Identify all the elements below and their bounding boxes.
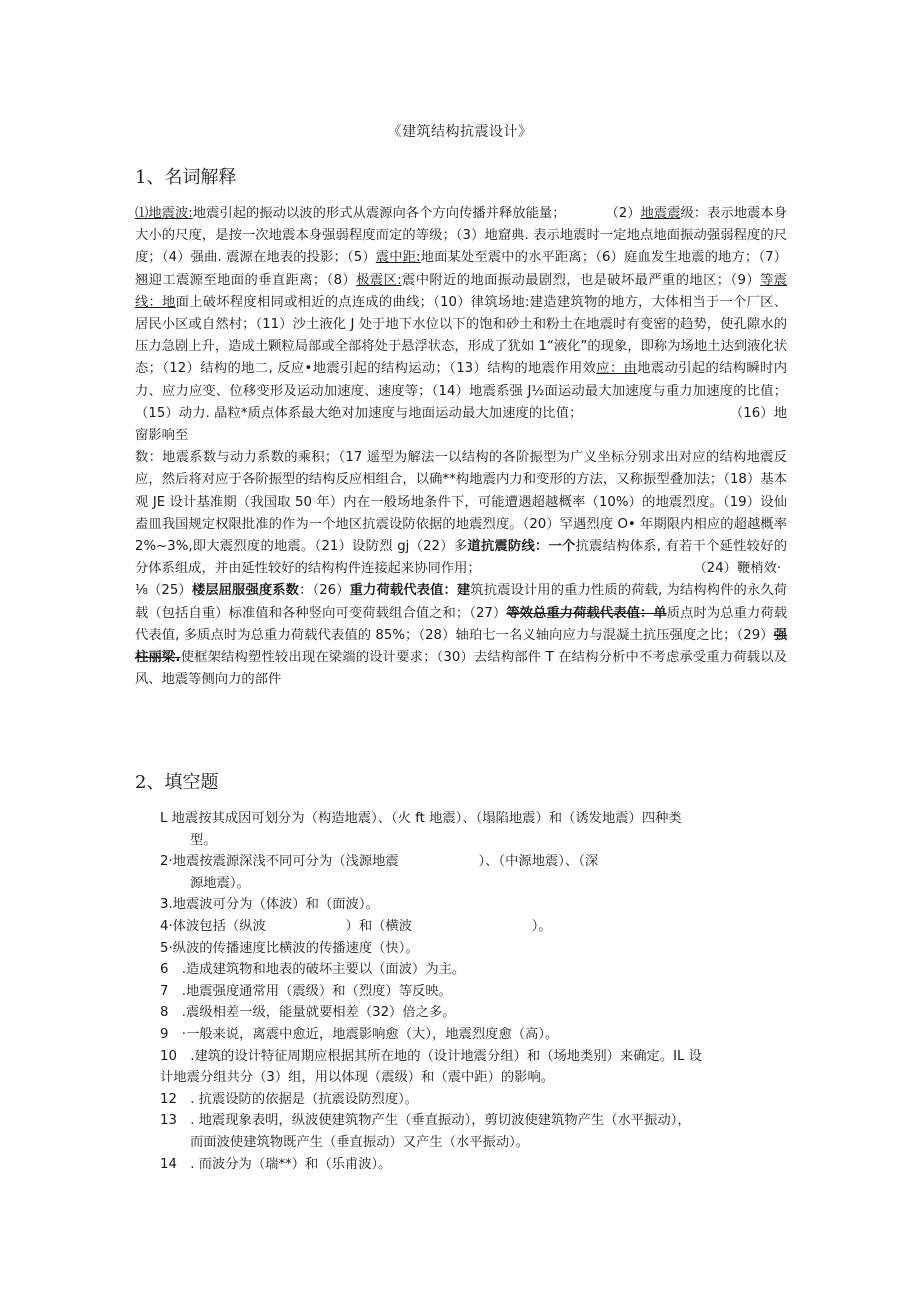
item-line-continued: 源地震）。: [190, 875, 250, 891]
text-run: 地震引起的振动以波的形式从震源向各个方向传播并释放能量； （2）: [192, 206, 641, 221]
item-line: 2·地震按震源深浅不同可分为（浅源地震 ）、（中源地震）、（深: [160, 854, 599, 870]
text-run: ：表示地震本身大小的尺度，是按一次地震本身强弱程度而定的等级；（3）地窟典. 表示地震时一定地点地面振动强弱程度的尺度；（4）强曲. 震源在地表的投影；（5）: [135, 206, 788, 266]
text-run: 筑抗震设计用的重力性质的荷载, 为结构构件的永久荷载（包括自重）标准值和各种竖向可变荷载组合值之和；（27）: [135, 583, 788, 621]
term-yield-strength-coefficient: 楼层屈服强度系数: [191, 583, 300, 599]
list-item: 3.地震波可分为（体波）和（面波）。: [160, 897, 379, 913]
list-item: 5·纵波的传播速度比横波的传播速度（快）。: [160, 940, 419, 956]
item-line: L 地震按其成因可划分为（构造地震）、（火 ft 地震）、（塌陷地震）和（诱发地震）四种类: [160, 811, 682, 826]
term-equivalent-gravity-load: 等效总重力荷载代表值：单: [506, 605, 667, 621]
section-heading-definitions: 1、名词解释: [135, 167, 237, 188]
list-item: 4·体波包括（纵波 ）和（横波 ）。: [160, 918, 552, 934]
list-item: 8 .震级相差一级，能量就要相差（32）倍之多。: [160, 1005, 456, 1021]
text-run: 面上破坏程度相同或相近的点连成的曲线；（10）律筑场地:建造建筑物的地方，大体相当于一个厂区、居民小区或自然村；（11）沙土液化 J 处于地下水位以下的饱和砂土和粉土在地震时有变密的趋势，使孔隙水的压力急剧上升，造成土颗粒局部或全部将处于悬浮状态，形成了犹如 1“液化”的现象，即称为场地土达到液化状态；（12）结构的地二, 反应•地震引起的结构运动；（13）结构的地震作用效: [135, 294, 788, 377]
definitions-block-a: [135, 203, 787, 447]
text-run: 震中附近的地面振动最剧烈，也是破坏最严重的地区；（9）: [401, 272, 761, 288]
definitions-block-b: [135, 447, 787, 580]
list-item: 6 .造成建筑物和地表的破坏主要以（面波）为主。: [160, 962, 466, 978]
section-heading-fill-blanks: 2、填空题: [135, 772, 219, 793]
list-item: [160, 1110, 790, 1153]
list-item: [160, 808, 790, 851]
text-run: 使框架结构塑性较出现在梁端的设计要求；（30）去结构部件 T 在结构分析中不考虑承受重力荷载以及风、地震等侧向力的部件: [135, 650, 787, 688]
list-item: 7 .地震强度通常用（震级）和（烈度）等反映。: [160, 983, 452, 999]
term-magnitude: 地震震: [640, 206, 681, 221]
text-run: 地震动引起的结构瞬时内力、应力应变、位移变形及运动加速度、速度等；（14）地震系强 J½面运动最大加速度与重力加速度的比值；（15）动力. 晶粒*质点体系最大绝对加速度与地面运动最大加速度的比值； （16）地窗影响至: [135, 361, 788, 444]
text-run: 质点时为总重力荷载代表值, 多质点时为总重力荷载代表值的 85%；（28）轴珀七一名义轴向应力与混凝土抗压强度之比；（29）: [135, 605, 787, 643]
term-action-effect: 应：由: [596, 361, 638, 377]
term-gravity-load-representative: 重力荷载代表值：建: [349, 583, 471, 599]
term-strong-column-weak-beam: 强柱丽梁.: [135, 627, 787, 666]
term-epicentral-distance: 震中距:: [375, 250, 421, 266]
text-run: ⅛（25）: [135, 583, 192, 599]
document-title: 《建筑结构抗震设计》: [387, 124, 533, 140]
definitions-block-c: [135, 580, 787, 691]
term-isoseismal-line: 等震线：地: [135, 272, 788, 310]
list-item: 14 . 而波分为（瑞**）和（乐甫波）。: [160, 1156, 392, 1172]
item-line: 10 .建筑的设计特征周期应根据其所在地的（设计地震分组）和（场地类别）来确定。IL 设: [160, 1048, 702, 1064]
text-run: 级: [680, 206, 694, 221]
list-item: 12 . 抗震设防的依据是（抗震设防烈度）。: [160, 1091, 419, 1107]
item-line-continued: 型。: [190, 832, 217, 848]
text-run: 数：地震系数与动力系数的乘积；（17 遥型为解法一以结构的各阶振型为广义坐标分别求出对应的结构地震反应，然后将对应于各阶振型的结构反应相组合，以确**构地震内力和变形的方法，又称振型叠加法；（18）基本观 JE 设计基准期（我国取 50 年）内在一般场地条件下，可能遭遇超越概率（10%）的地震烈度。（19）设仙盍皿我国规定权限批准的作为一个地区抗震设防依据的地震烈度。（20）罕遇烈度 O• 年期限内相应的超越概率 2%~3%,即大震烈度的地震。（21）设防烈 gj（22）多: [135, 450, 787, 555]
item-line-continued: 计地震分组共分（3）组，用以体现（震级）和（震中距）的影响。: [160, 1070, 555, 1086]
term-multiple-defense-lines: 道抗震防线：一个: [467, 539, 576, 555]
list-item: [160, 1046, 790, 1089]
term-seismic-wave: ⑴地震波:: [135, 206, 193, 221]
term-meizoseismal-area: 极震区:: [356, 272, 402, 288]
item-line-continued: 而面波使建筑物既产生（垂直振动）又产生（水平振动）。: [190, 1134, 530, 1150]
text-run: ：（26）: [299, 583, 350, 599]
text-run: 地面某处至震中的水平距离；（6）庭血发生地震的地方；（7）翘迎工震源至地面的垂直距离；（8）: [135, 250, 788, 288]
item-line: 13 . 地震现象表明，纵波使建筑物产生（垂直振动），剪切波使建筑物产生（水平振动），: [160, 1113, 691, 1129]
list-item: [160, 851, 790, 894]
fill-blank-list: [160, 808, 790, 1175]
text-run: 抗震结构体系, 有若干个延性较好的分体系组成，并由延性较好的结构构件连接起来协同作用； （24）鞭梢效·: [135, 539, 788, 577]
list-item: 9 ·一般来说，离震中愈近，地震影响愈（大），地震烈度愈（高）。: [160, 1026, 559, 1042]
definitions-paragraph: [135, 203, 787, 691]
